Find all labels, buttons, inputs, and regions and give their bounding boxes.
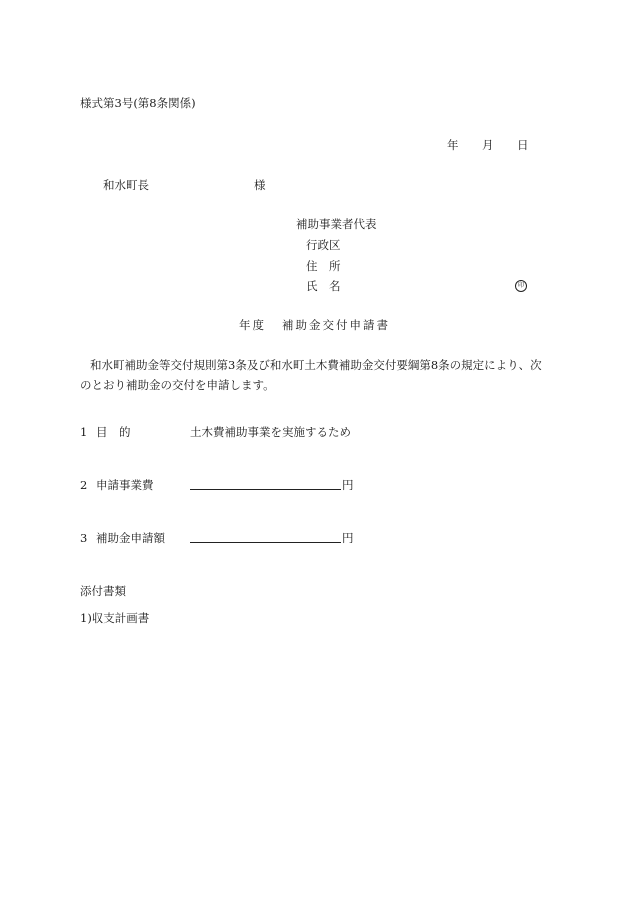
item-2-amount-line — [190, 489, 341, 490]
form-number: 様式第3号(第8条関係) — [80, 96, 196, 110]
item-1-label: 目 的 — [96, 425, 131, 439]
title-text: 補助金交付申請書 — [282, 318, 390, 332]
item-3-unit: 円 — [342, 531, 354, 545]
date-year-label: 年 — [447, 138, 459, 152]
item-3-amount-line — [190, 542, 341, 543]
addressee-name: 和水町長 — [103, 178, 149, 192]
seal-mark: 印 — [515, 280, 527, 292]
body-line-1: 和水町補助金等交付規則第3条及び和水町土木費補助金交付要綱第8条の規定により、次 — [90, 358, 542, 372]
district-label: 行政区 — [306, 238, 341, 252]
applicant-label: 補助事業者代表 — [296, 217, 377, 231]
title-year-prefix: 年度 — [239, 318, 266, 332]
item-2-unit: 円 — [342, 478, 354, 492]
address-label: 住 所 — [306, 259, 341, 273]
item-3-label: 補助金申請額 — [96, 531, 165, 545]
item-3-number: 3 — [80, 531, 88, 545]
item-2-number: 2 — [80, 478, 88, 492]
item-2-label: 申請事業費 — [96, 478, 154, 492]
item-1-value: 土木費補助事業を実施するため — [190, 425, 351, 439]
document-title — [239, 318, 390, 332]
name-label: 氏 名 — [306, 279, 341, 293]
date-month-label: 月 — [482, 138, 494, 152]
date-day-label: 日 — [517, 138, 529, 152]
body-line-2: のとおり補助金の交付を申請します。 — [80, 378, 275, 392]
item-1-number: 1 — [80, 425, 88, 439]
attachments-heading: 添付書類 — [80, 584, 126, 598]
addressee-suffix: 様 — [254, 178, 266, 192]
attachment-item: 1)収支計画書 — [80, 611, 150, 625]
